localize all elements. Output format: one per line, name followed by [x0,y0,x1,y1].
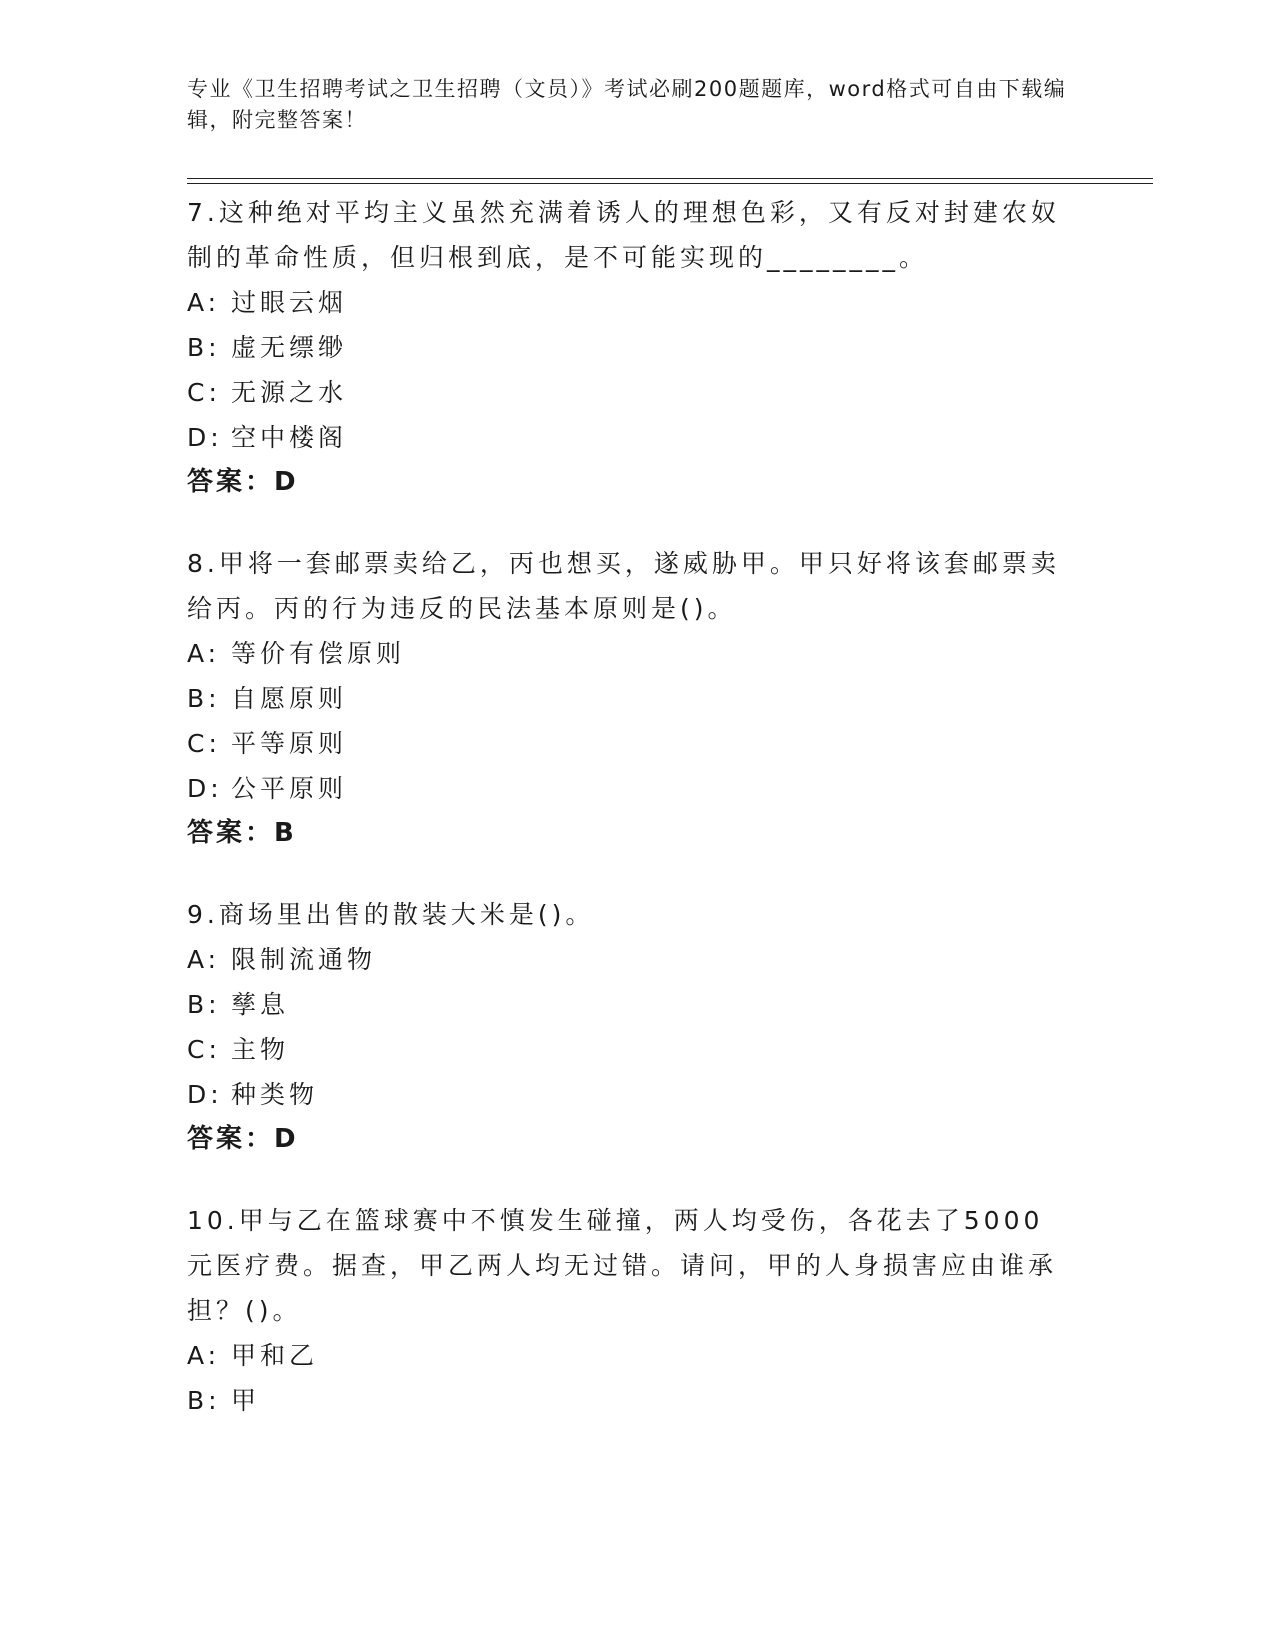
option-text: 等价有偿原则 [231,639,406,668]
option-text: 平等原则 [231,729,348,758]
option-b: B: 虚无缥缈 [187,325,1067,370]
option-text: 虚无缥缈 [231,333,348,362]
option-d: D: 种类物 [187,1072,1067,1117]
answer-line [187,811,1067,856]
question-7 [187,190,1067,505]
option-a: A: 甲和乙 [187,1333,1067,1378]
option-b: B: 孳息 [187,982,1067,1027]
option-c: C: 主物 [187,1027,1067,1072]
answer-value: D [274,1124,297,1154]
answer-value: B [274,818,295,848]
page-header: 专业《卫生招聘考试之卫生招聘（文员）》考试必刷200题题库，word格式可自由下载编辑，附完整答案！ [187,77,1067,132]
option-text: 甲 [231,1386,261,1415]
option-text: 限制流通物 [231,945,377,974]
option-a: A: 等价有偿原则 [187,631,1067,676]
answer-value: D [274,467,297,497]
question-stem: 7.这种绝对平均主义虽然充满着诱人的理想色彩，又有反对封建农奴制的革命性质，但归根到底，是不可能实现的________。 [187,198,1060,272]
answer-label: 答案： [187,467,275,497]
option-d: D: 公平原则 [187,766,1067,811]
question-10 [187,1198,1067,1423]
option-b: B: 甲 [187,1378,1067,1423]
answer-label: 答案： [187,818,275,848]
question-stem: 8.甲将一套邮票卖给乙，丙也想买，遂威胁甲。甲只好将该套邮票卖给丙。丙的行为违反的民法基本原则是()。 [187,549,1060,623]
answer-line [187,460,1067,505]
option-text: 无源之水 [231,378,348,407]
option-c: C: 无源之水 [187,370,1067,415]
option-c: C: 平等原则 [187,721,1067,766]
option-text: 孳息 [231,990,290,1019]
question-list [187,190,1067,1459]
option-a: A: 过眼云烟 [187,280,1067,325]
question-8 [187,541,1067,856]
option-b: B: 自愿原则 [187,676,1067,721]
option-text: 甲和乙 [231,1341,319,1370]
question-9 [187,892,1067,1162]
header-divider [187,178,1153,184]
question-stem: 9.商场里出售的散装大米是()。 [187,900,595,929]
option-text: 种类物 [231,1080,319,1109]
option-text: 主物 [231,1035,290,1064]
answer-line [187,1117,1067,1162]
option-text: 自愿原则 [231,684,348,713]
option-text: 公平原则 [231,774,348,803]
option-text: 过眼云烟 [231,288,348,317]
option-text: 空中楼阁 [231,423,348,452]
question-stem: 10.甲与乙在篮球赛中不慎发生碰撞，两人均受伤，各花去了5000元医疗费。据查，甲乙两人均无过错。请问，甲的人身损害应由谁承担？()。 [187,1206,1058,1325]
option-d: D: 空中楼阁 [187,415,1067,460]
option-a: A: 限制流通物 [187,937,1067,982]
answer-label: 答案： [187,1124,275,1154]
